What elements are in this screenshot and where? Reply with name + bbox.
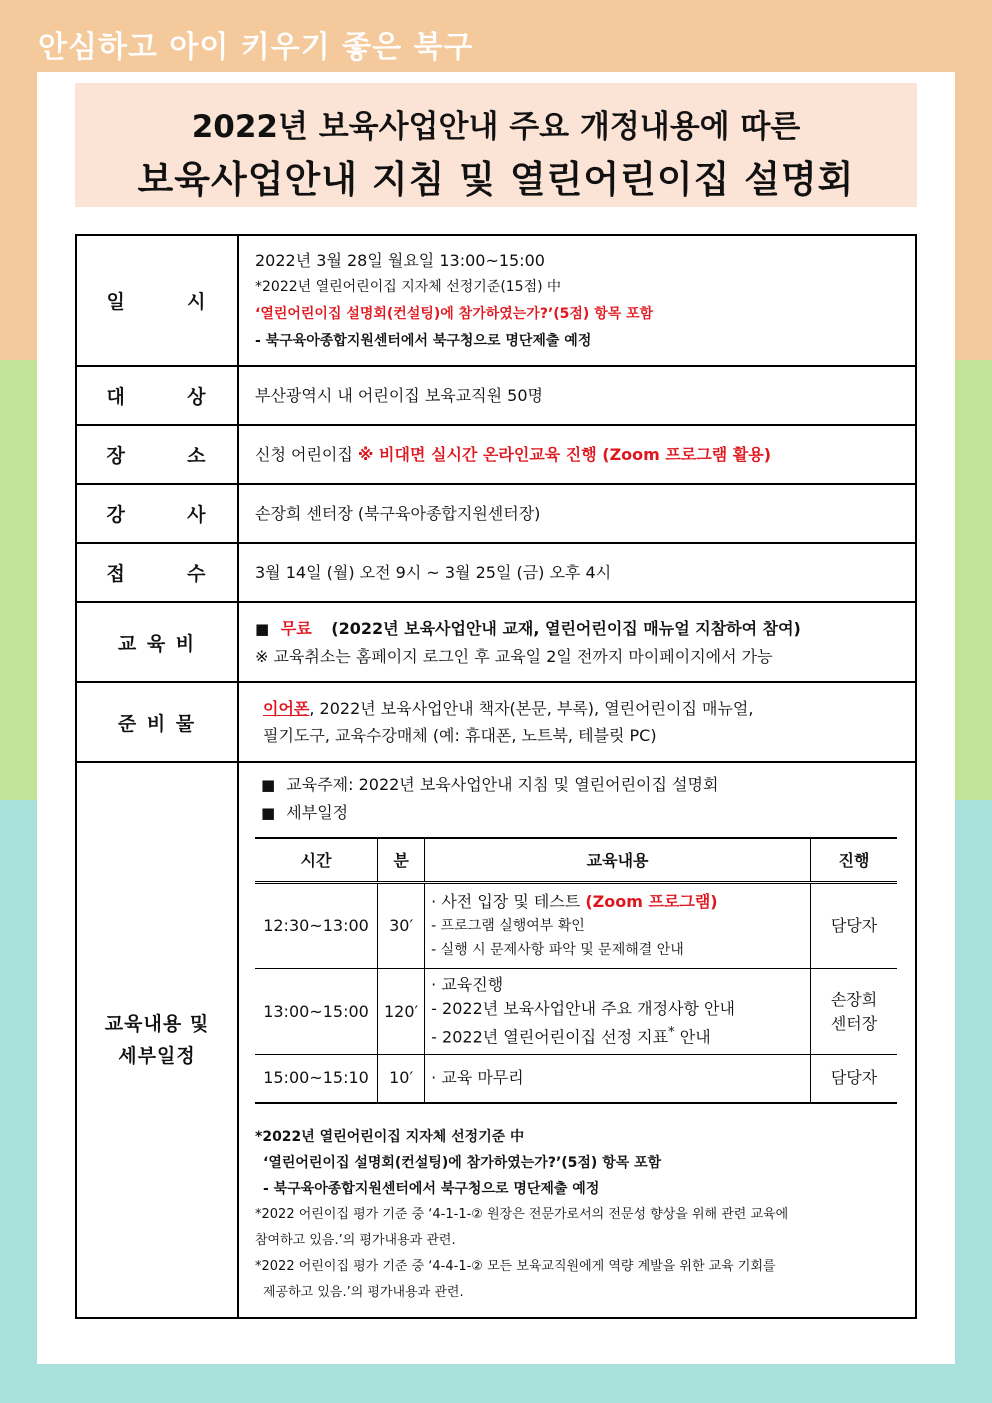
row-program — [76, 762, 916, 1318]
note-criteria: *2022년 열린어린이집 지자체 선정기준 中 — [255, 1128, 525, 1145]
datetime-submission: - 북구육아종합지원센터에서 북구청으로 명단제출 예정 — [255, 332, 592, 349]
label-program-2: 세부일정 — [118, 1045, 196, 1067]
place-value: 신청 어린이집 — [255, 445, 353, 464]
supplies-list-1: , 2022년 보육사업안내 책자(본문, 부록), 열린어린이집 매뉴얼, — [309, 699, 754, 718]
note-eval-2b: 제공하고 있음.’의 평가내용과 관련. — [263, 1284, 464, 1300]
schedule-sub: - 실행 시 문제사항 파악 및 문제해결 안내 — [431, 942, 684, 958]
schedule-minutes: 10′ — [378, 1055, 425, 1103]
lecturer-value: 손장희 센터장 (북구육아종합지원센터장) — [238, 484, 916, 543]
label-target: 대 상 — [76, 366, 238, 425]
label-reception: 접 수 — [76, 543, 238, 602]
title-line-1: 2022년 보육사업안내 주요 개정내용에 따른 — [191, 109, 801, 145]
title-box — [75, 83, 917, 207]
note-eval-1a: *2022 어린이집 평가 기준 중 ‘4-1-1-② 원장은 전문가로서의 전문성 향상을 위해 관련 교육에 — [255, 1206, 789, 1222]
label-supplies: 준 비 물 — [76, 682, 238, 762]
label-place: 장 소 — [76, 425, 238, 484]
square-bullet-icon: ■ — [261, 804, 276, 822]
schedule-time: 12:30~13:00 — [255, 883, 378, 969]
table-row — [255, 1055, 897, 1103]
square-bullet-icon: ■ — [261, 776, 276, 794]
supplies-list-2: 필기도구, 교육수강매체 (예: 휴대폰, 노트북, 테블릿 PC) — [263, 726, 657, 745]
label-program-1: 교육내용 및 — [104, 1013, 210, 1035]
datetime-criteria-item: ‘열린어린이집 설명회(컨설팅)에 참가하였는가?’(5점) 항목 포함 — [255, 305, 654, 322]
schedule-time: 13:00~15:00 — [255, 969, 378, 1055]
label-datetime: 일 시 — [76, 235, 238, 366]
schedule-lead: 손장희 — [830, 989, 878, 1009]
title-line-2: 보육사업안내 지침 및 열린어린이집 설명회 — [137, 158, 855, 201]
reception-value: 3월 14일 (월) 오전 9시 ~ 3월 25일 (금) 오후 4시 — [238, 543, 916, 602]
schedule-sub-end: 안내 — [674, 1027, 711, 1047]
slogan: 안심하고 아이 키우기 좋은 북구 — [38, 30, 474, 65]
program-detail-heading: 세부일정 — [286, 803, 349, 822]
schedule-minutes: 30′ — [378, 883, 425, 969]
note-criteria-item: ‘열린어린이집 설명회(컨설팅)에 참가하였는가?’(5점) 항목 포함 — [263, 1154, 662, 1171]
datetime-criteria: *2022년 열린어린이집 지자체 선정기준(15점) 中 — [255, 278, 562, 295]
fee-free: 무료 — [280, 618, 312, 638]
schedule-item: · 교육 마무리 — [425, 1055, 811, 1103]
col-time: 시간 — [255, 838, 378, 883]
row-datetime — [76, 235, 916, 366]
table-row — [255, 969, 897, 1055]
schedule-minutes: 120′ — [378, 969, 425, 1055]
fee-note: (2022년 보육사업안내 교재, 열린어린이집 매뉴얼 지참하여 참여) — [331, 618, 801, 638]
row-lecturer — [76, 484, 916, 543]
schedule-lead: 담당자 — [811, 883, 898, 969]
program-notes — [255, 1124, 899, 1306]
supplies-earphone: 이어폰 — [263, 699, 310, 718]
notice-paper — [37, 72, 955, 1364]
schedule-sub: - 2022년 열린어린이집 선정 지표 — [431, 1027, 669, 1047]
row-fee — [76, 602, 916, 682]
schedule-item: · 교육진행 — [431, 975, 504, 995]
schedule-table — [255, 837, 897, 1104]
place-online-note: ※ 비대면 실시간 온라인교육 진행 (Zoom 프로그램 활용) — [357, 445, 772, 464]
datetime-value: 2022년 3월 28일 월요일 13:00~15:00 — [255, 250, 545, 270]
row-target — [76, 366, 916, 425]
schedule-sub: - 프로그램 실행여부 확인 — [431, 918, 585, 934]
note-eval-2a: *2022 어린이집 평가 기준 중 ‘4-4-1-② 모든 보육교직원에게 역량 계발을 위한 교육 기회를 — [255, 1258, 776, 1274]
schedule-time: 15:00~15:10 — [255, 1055, 378, 1103]
program-topic: 교육주제: 2022년 보육사업안내 지침 및 열린어린이집 설명회 — [286, 775, 719, 794]
col-content: 교육내용 — [425, 838, 811, 883]
label-lecturer: 강 사 — [76, 484, 238, 543]
schedule-item: · 사전 입장 및 테스트 — [431, 892, 586, 911]
schedule-lead: 담당자 — [811, 1055, 898, 1103]
col-lead: 진행 — [811, 838, 898, 883]
target-value: 부산광역시 내 어린이집 보육교직원 50명 — [238, 366, 916, 425]
schedule-item-zoom: (Zoom 프로그램) — [585, 892, 718, 911]
col-minutes: 분 — [378, 838, 425, 883]
schedule-lead-title: 센터장 — [830, 1013, 878, 1033]
info-table — [75, 234, 917, 1319]
footnote-mark: * — [668, 1025, 675, 1041]
square-bullet-icon: ■ — [255, 619, 270, 638]
label-fee: 교 육 비 — [76, 602, 238, 682]
table-row — [255, 883, 897, 969]
fee-cancel-note: ※ 교육취소는 홈페이지 로그인 후 교육일 2일 전까지 마이페이지에서 가능 — [255, 646, 773, 666]
note-eval-1b: 참여하고 있음.’의 평가내용과 관련. — [255, 1232, 456, 1248]
note-submission: - 북구육아종합지원센터에서 북구청으로 명단제출 예정 — [263, 1180, 600, 1197]
row-reception — [76, 543, 916, 602]
schedule-sub: - 2022년 보육사업안내 주요 개정사항 안내 — [431, 999, 735, 1019]
row-supplies — [76, 682, 916, 762]
row-place — [76, 425, 916, 484]
